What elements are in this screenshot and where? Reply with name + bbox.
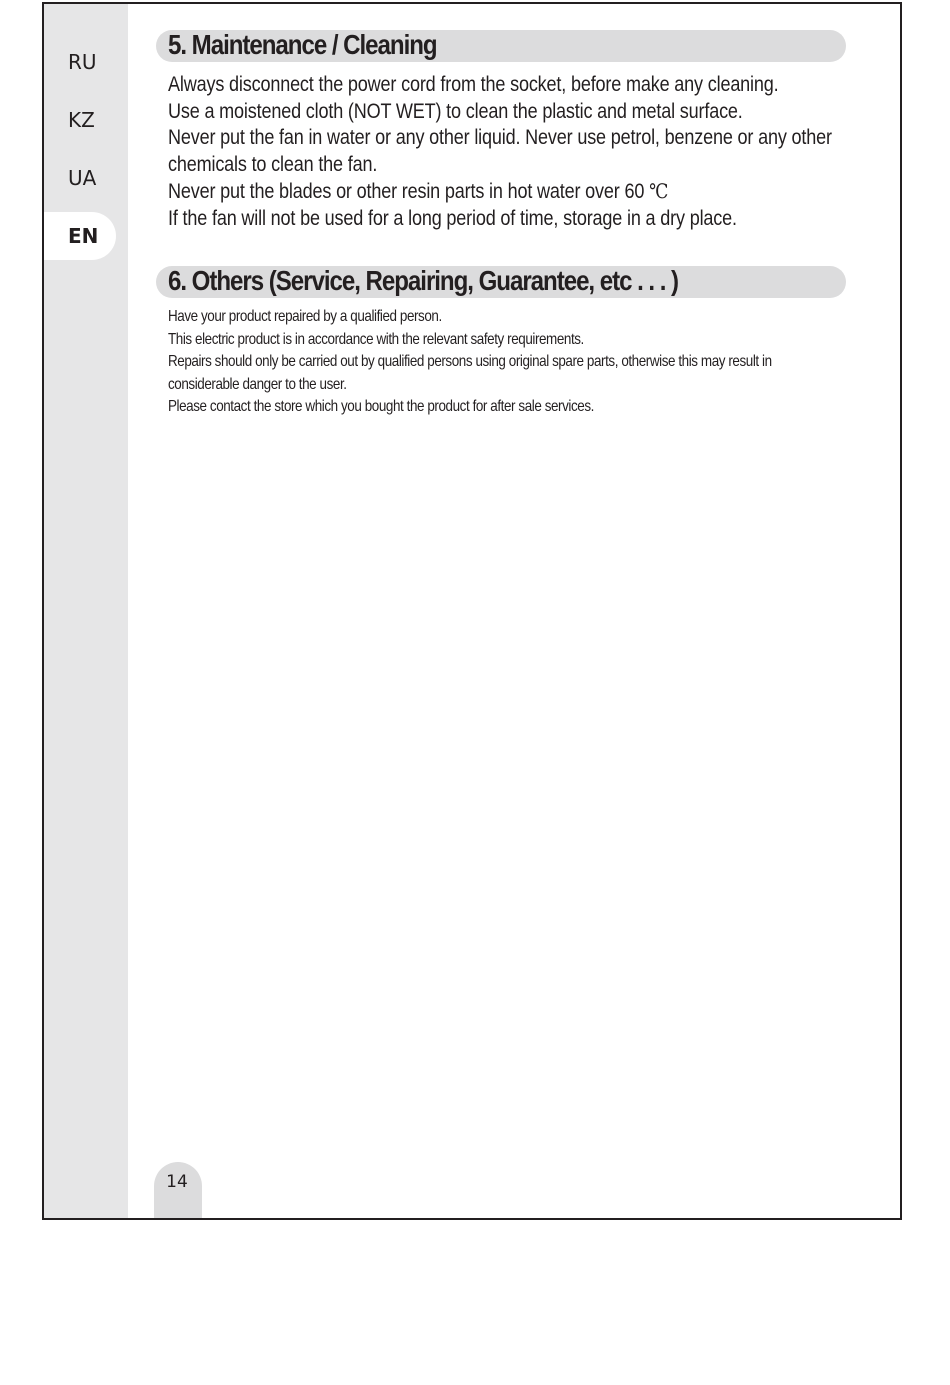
section-6-line-3: Repairs should only be carried out by qualified persons using original spare parts, otherwise this may result in [168,353,772,370]
section-6-line-5: Please contact the store which you bought the product for after sale services. [168,398,594,415]
section-5-line-1: Always disconnect the power cord from the socket, before make any cleaning. [168,73,779,96]
lang-tab-kz[interactable]: KZ [68,108,95,132]
language-sidebar [44,4,128,1218]
page-number: 14 [166,1172,188,1192]
section-5-line-4: chemicals to clean the fan. [168,152,378,176]
section-5-title: 5. Maintenance / Cleaning [168,29,437,60]
section-6-body [168,306,840,419]
section-5-line-6: If the fan will not be used for a long period of time, storage in a dry place. [168,206,737,230]
section-6-line-1: Have your product repaired by a qualified person. [168,308,442,325]
page-frame [42,2,902,1220]
lang-tab-en[interactable]: EN [44,212,116,260]
lang-tab-ru[interactable]: RU [68,50,97,74]
section-6-line-4: considerable danger to the user. [168,375,347,393]
section-5-body [168,72,856,232]
section-5-line-2: Use a moistened cloth (NOT WET) to clean the plastic and metal surface. [168,99,743,123]
page-number-tab [154,1162,202,1218]
section-5-line-5-text: Never put the blades or other resin parts in hot water over 60 [168,180,650,203]
section-6-line-2: This electric product is in accordance with the relevant safety requirements. [168,330,584,348]
celsius-symbol: ℃ [649,179,669,203]
section-5-line-3: Never put the fan in water or any other liquid. Never use petrol, benzene or any other [168,126,832,149]
section-6-title: 6. Others (Service, Repairing, Guarantee, etc . . . ) [168,265,679,296]
section-5-line-5 [168,178,856,206]
lang-tab-ua[interactable]: UA [68,166,97,190]
